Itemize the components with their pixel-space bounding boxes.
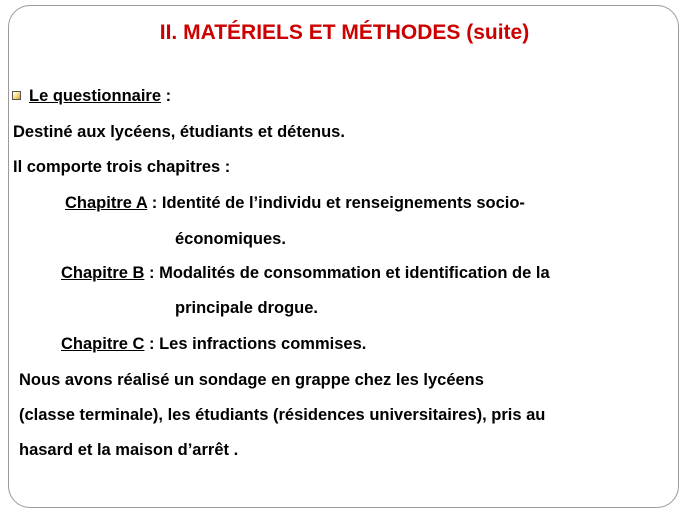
sondage-line-1: Nous avons réalisé un sondage en grappe chez les lycéens [19,371,484,389]
chapitre-c-text: : Les infractions commises. [144,335,367,353]
slide-frame [8,5,679,508]
chapitre-a-line [65,193,525,213]
chapitre-b-label: Chapitre B [61,264,145,282]
destine-line: Destiné aux lycéens, étudiants et détenus. [13,123,345,141]
slide-title: II. MATÉRIELS ET MÉTHODES (suite) [159,21,530,44]
comporte-line: Il comporte trois chapitres : [13,158,231,176]
questionnaire-heading-line [29,86,171,106]
chapitre-b-continuation: principale drogue. [175,299,319,317]
sondage-line-3: hasard et la maison d’arrêt . [19,441,239,459]
questionnaire-heading: Le questionnaire [29,87,162,105]
sondage-line-2: (classe terminale), les étudiants (résidences universitaires), pris au [19,406,546,424]
chapitre-c-line [61,334,366,354]
chapitre-b-text: : Modalités de consommation et identification de la [144,264,550,282]
chapitre-c-label: Chapitre C [61,335,145,353]
chapitre-b-line [61,263,550,283]
chapitre-a-label: Chapitre A [65,194,148,212]
questionnaire-suffix: : [161,87,172,105]
chapitre-a-continuation: économiques. [175,230,286,248]
chapitre-a-text: : Identité de l’individu et renseignements socio- [147,194,525,212]
checkbox-bullet-icon [12,91,21,100]
